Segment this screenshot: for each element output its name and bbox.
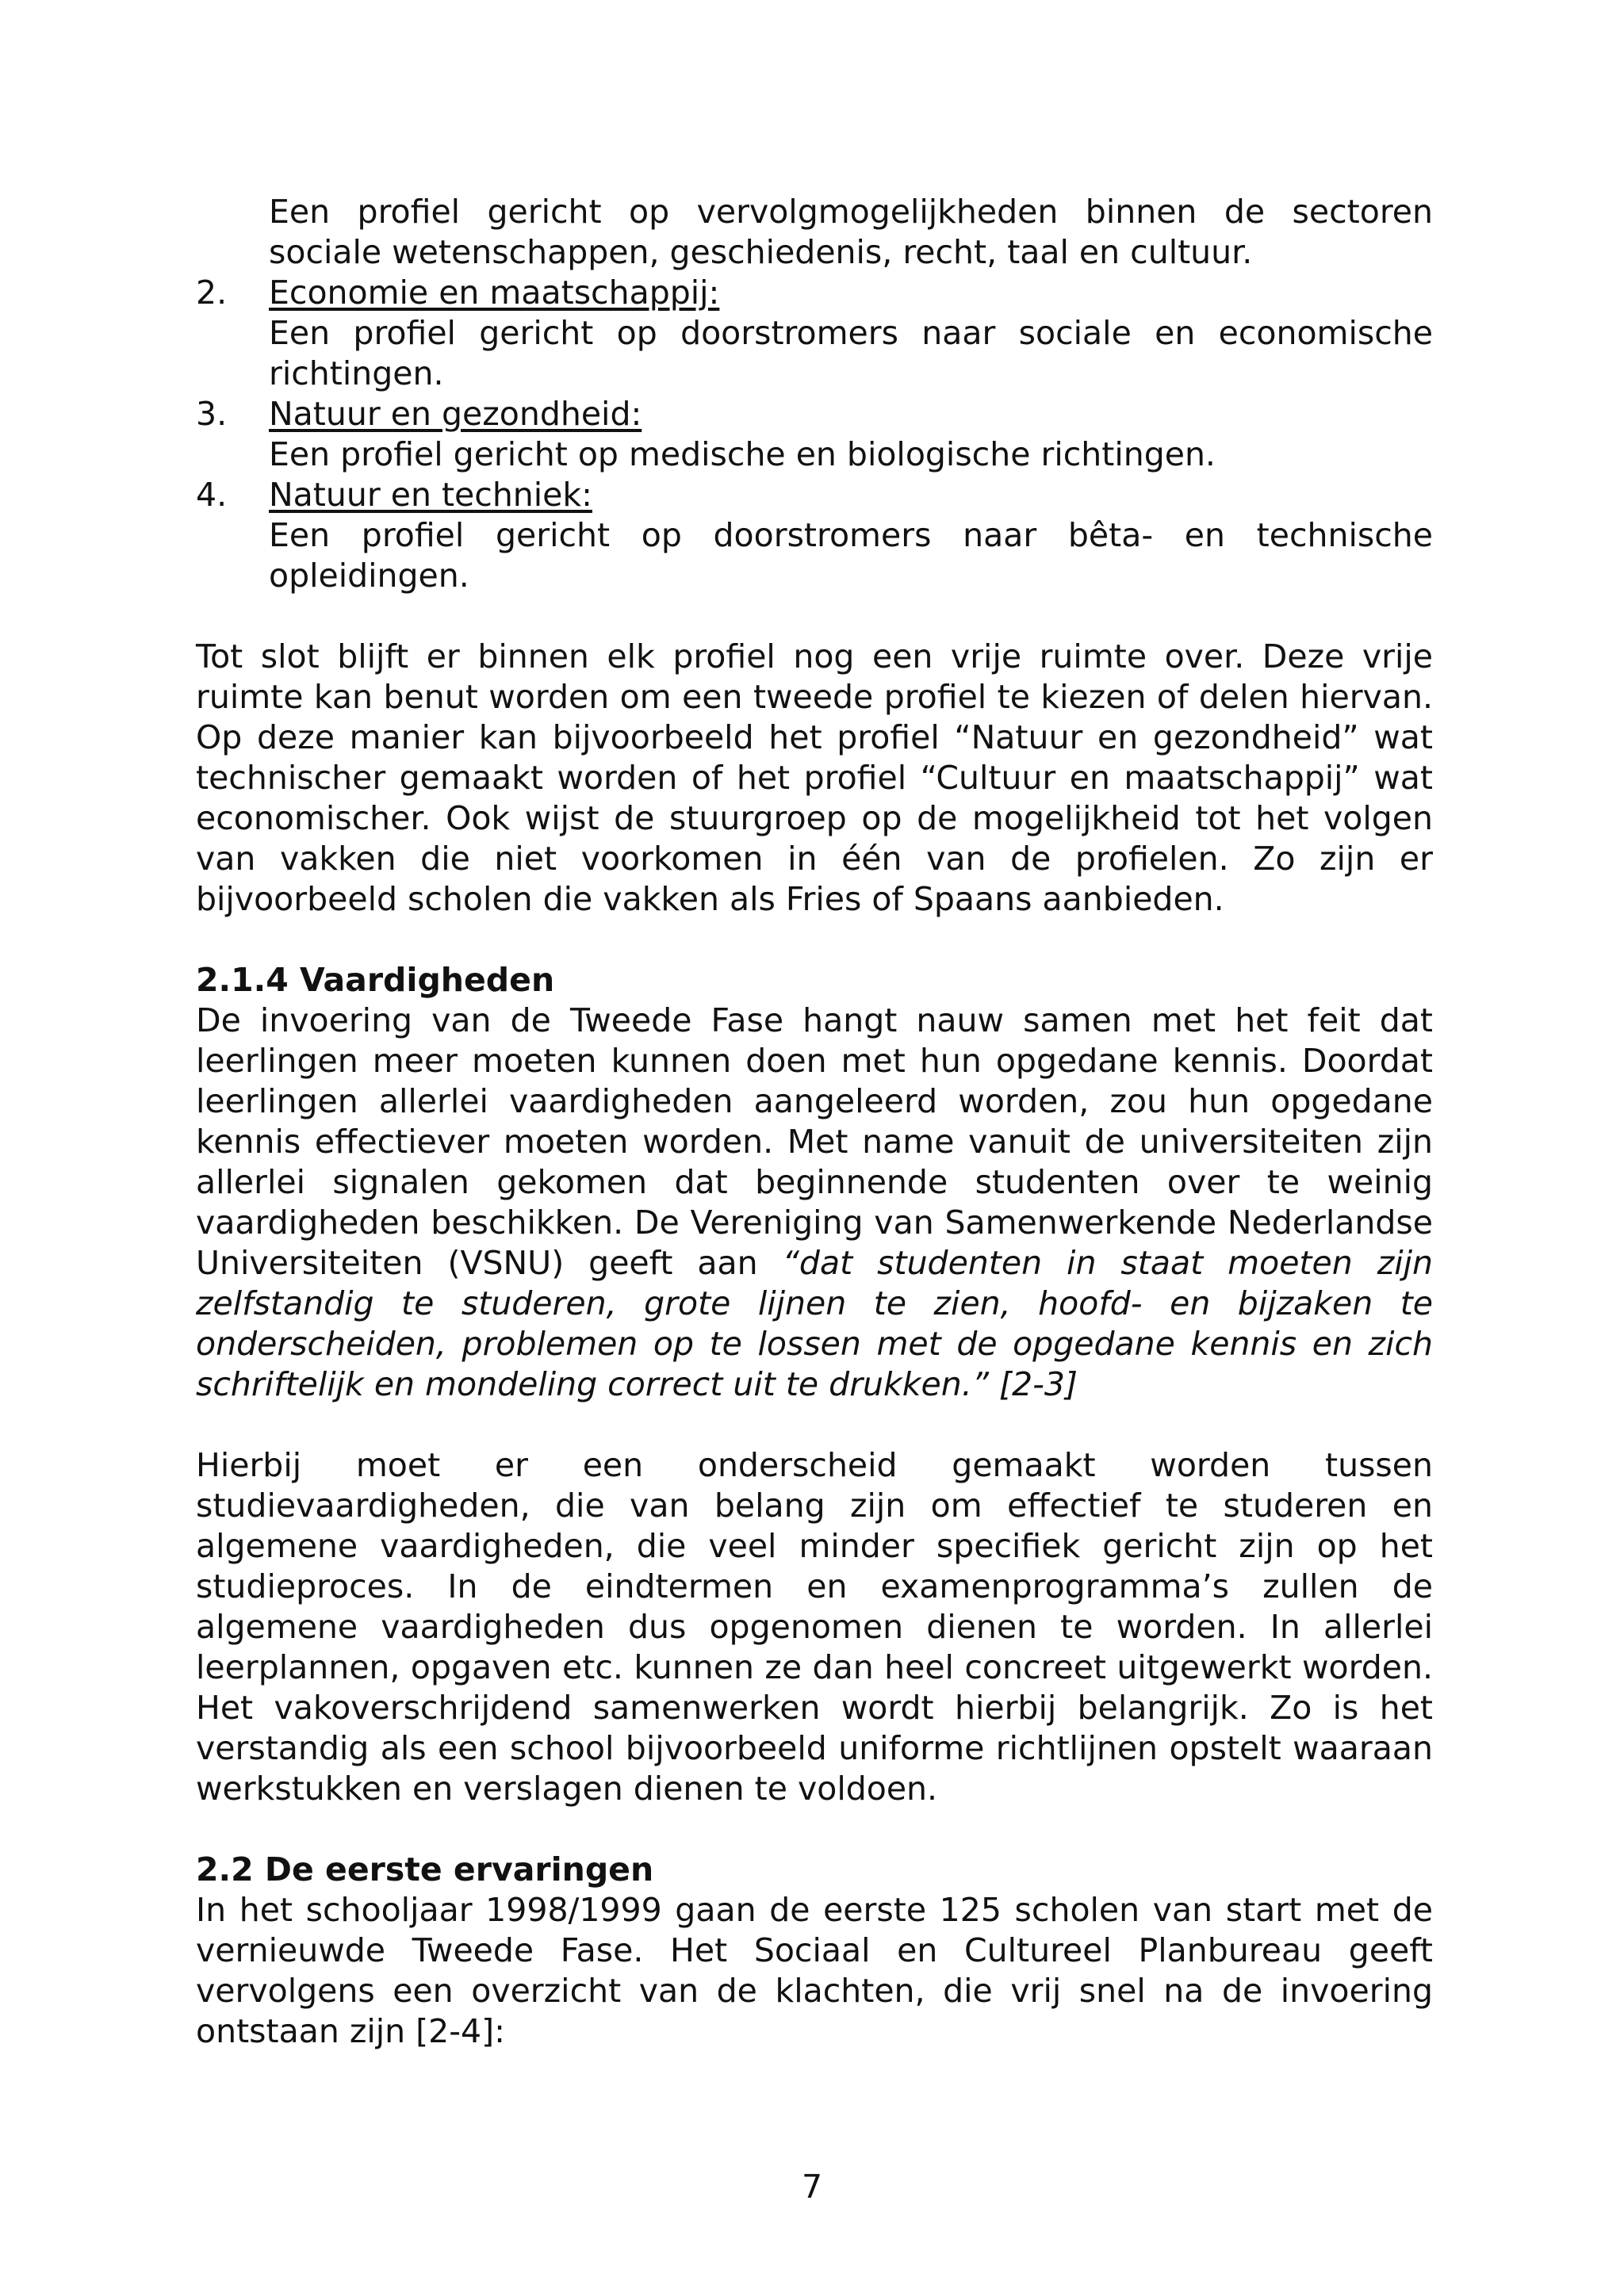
paragraph-ervaringen: In het schooljaar 1998/1999 gaan de eerste 125 scholen van start met de vernieuwde Tweede Fase. Het Sociaal en Cultureel Planbureau geeft vervolgens een overzicht van de klachten, die vrij snel na de invoering ontstaan zijn [2-4]: — [196, 1891, 1433, 2050]
list-item — [196, 475, 1433, 596]
vsnu-quote: “dat studenten in staat moeten zijn zelfstandig te studeren, grote lijnen te zien, hoofd- en bijzaken te onderscheiden, problemen op te lossen met de opgedane kennis en zich schriftelijk en mondeling correct uit te drukken.” [2-3] — [196, 1244, 1433, 1403]
page-number: 7 — [801, 2168, 823, 2206]
paragraph-vaardigheden-2: Hierbij moet er een onderscheid gemaakt worden tussen studievaardigheden, die van belang zijn om effectief te studeren en algemene vaardigheden, die veel minder specifiek gericht zijn op het studieproces. In de eindtermen en examenprogramma’s zullen de algemene vaardigheden dus opgenomen dienen te worden. In allerlei leerplannen, opgaven etc. kunnen ze dan heel concreet uitgewerkt worden. Het vakoverschrijdend samenwerken wordt hierbij belangrijk. Zo is het verstandig als een school bijvoorbeeld uniforme richtlijnen opstelt waaraan werkstukken en verslagen dienen te voldoen. — [196, 1446, 1433, 1808]
profile-title: Natuur en techniek: — [269, 476, 592, 514]
profile-description: Een profiel gericht op medische en biologische richtingen. — [269, 435, 1216, 473]
profile-title: Economie en maatschappij: — [269, 274, 720, 312]
list-number: 3. — [196, 395, 228, 433]
paragraph-vaardigheden-1 — [196, 1001, 1433, 1405]
list-item — [196, 394, 1433, 475]
section-heading-ervaringen: 2.2 De eerste ervaringen — [196, 1850, 654, 1888]
profile-description: Een profiel gericht op doorstromers naar sociale en economische richtingen. — [269, 314, 1433, 392]
paragraph-text: De invoering van de Tweede Fase hangt nauw samen met het feit dat leerlingen meer moeten kunnen doen met hun opgedane kennis. Doordat leerlingen allerlei vaardigheden aangeleerd worden, zou hun opgedane kennis effectiever moeten worden. Met name vanuit de universiteiten zijn allerlei signalen gekomen dat beginnende studenten over te weinig vaardigheden beschikken. De Vereniging van Samenwerkende Nederlandse Universiteiten (VSNU) geeft aan — [196, 1001, 1433, 1282]
document-page — [196, 192, 1433, 2052]
list-item — [196, 273, 1433, 394]
section-heading-vaardigheden: 2.1.4 Vaardigheden — [196, 961, 555, 999]
profile-1-description: Een profiel gericht op vervolgmogelijkheden binnen de sectoren sociale wetenschappen, geschiedenis, recht, taal en cultuur. — [269, 193, 1433, 271]
list-number: 4. — [196, 476, 228, 514]
paragraph-vrije-ruimte: Tot slot blijft er binnen elk profiel nog een vrije ruimte over. Deze vrije ruimte kan benut worden om een tweede profiel te kiezen of delen hiervan. Op deze manier kan bijvoorbeeld het profiel “Natuur en gezondheid” wat technischer gemaakt worden of het profiel “Cultuur en maatschappij” wat economischer. Ook wijst de stuurgroep op de mogelijkheid tot het volgen van vakken die niet voorkomen in één van de profielen. Zo zijn er bijvoorbeeld scholen die vakken als Fries of Spaans aanbieden. — [196, 637, 1433, 918]
profile-list — [196, 273, 1433, 596]
profile-title: Natuur en gezondheid: — [269, 395, 642, 433]
list-number: 2. — [196, 274, 228, 312]
profile-description: Een profiel gericht op doorstromers naar bêta- en technische opleidingen. — [269, 516, 1433, 595]
